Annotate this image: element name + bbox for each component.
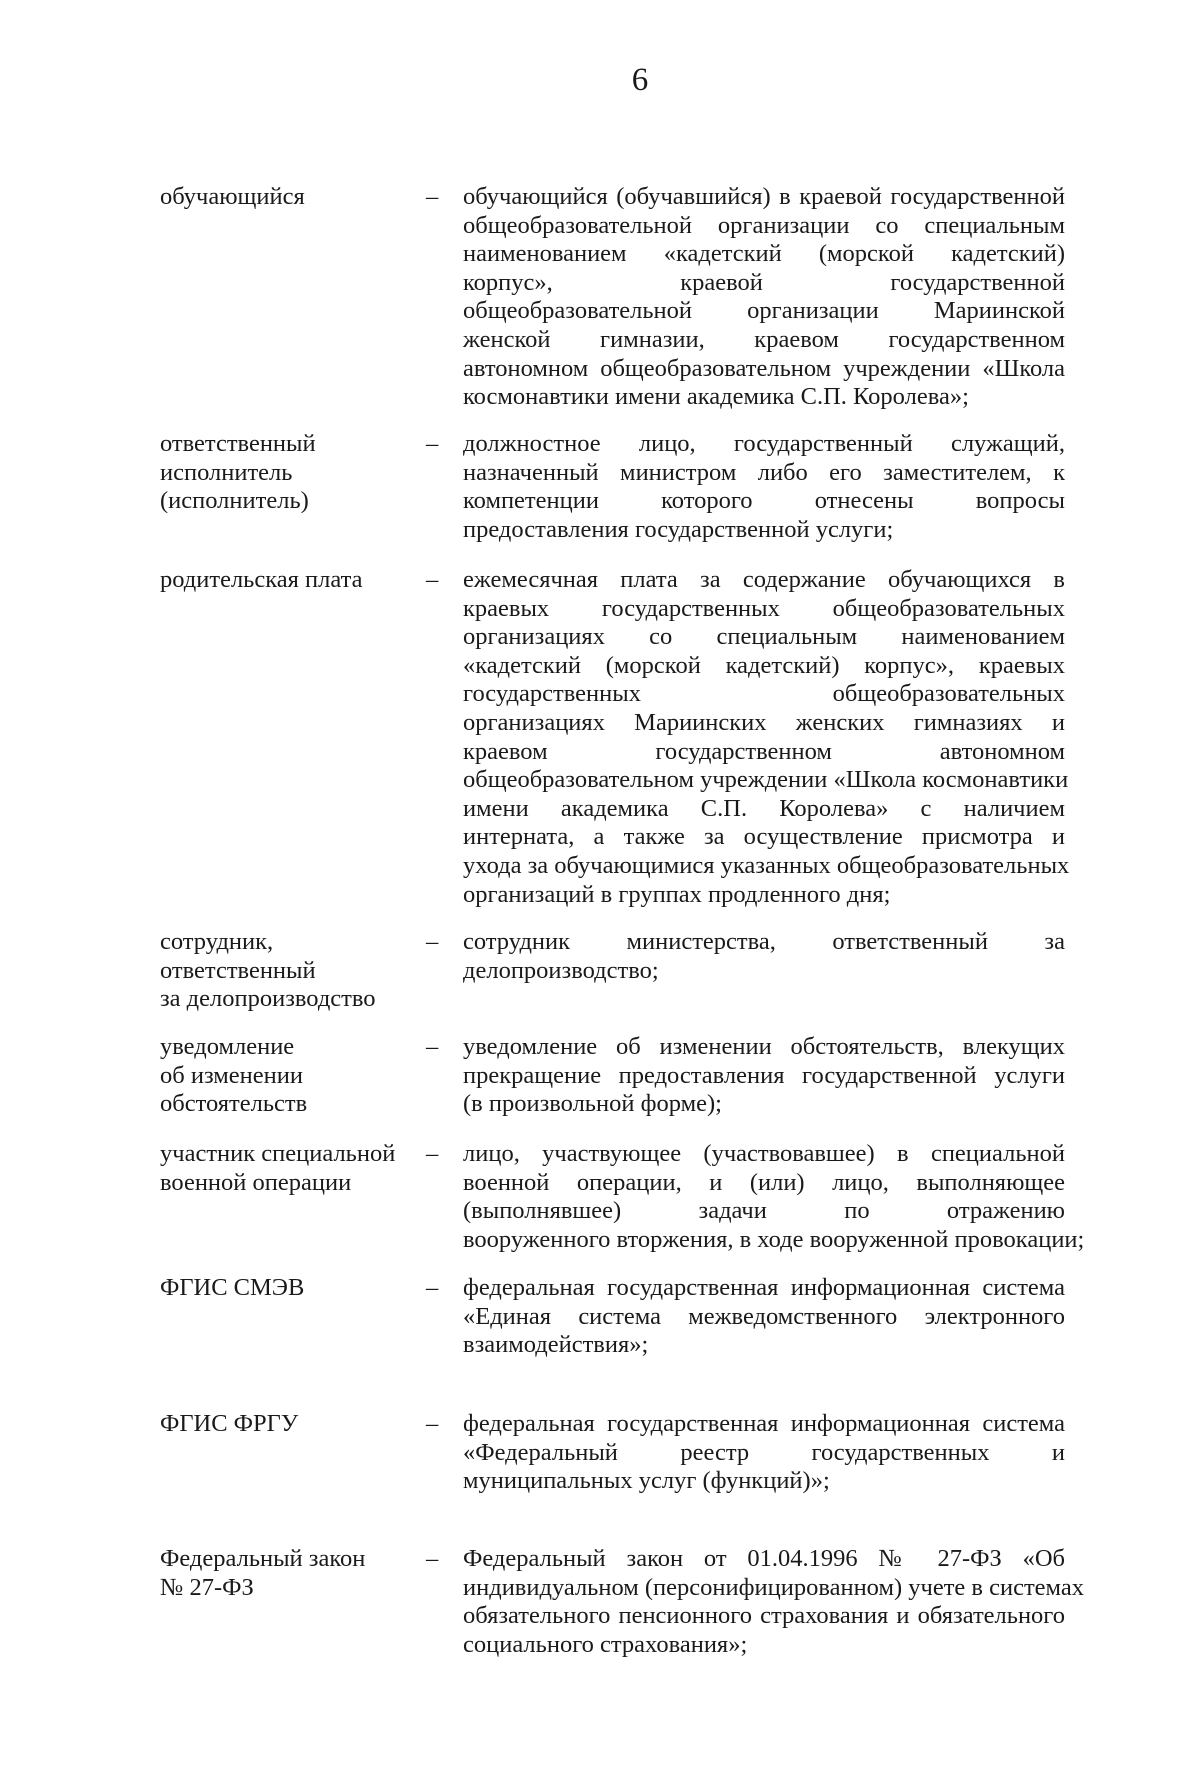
term: ФГИС СМЭВ: [160, 1274, 305, 1301]
page-number: 6: [631, 62, 649, 98]
term: ФГИС ФРГУ: [160, 1410, 299, 1437]
term-definition: сотрудник министерства, ответственный за делопроизводство;: [463, 928, 1065, 984]
term-definition: лицо, участвующее (участвовавшее) в специальной военной операции, и (или) лицо, выполняющее (выполнявшее) задачи по отражению вооруженного вторжения, в ходе вооруженной провокации;: [463, 1140, 1085, 1253]
term-definition: должностное лицо, государственный служащий, назначенный министром либо его заместителем, к компетенции которого отнесены вопросы предоставления государственной услуги;: [463, 430, 1065, 543]
term-dash: –: [426, 430, 439, 457]
term-definition: уведомление об изменении обстоятельств, влекущих прекращение предоставления государственной услуги (в произвольной форме);: [463, 1033, 1065, 1118]
term-dash: –: [426, 1274, 439, 1301]
term-dash: –: [426, 1545, 439, 1572]
term-dash: –: [426, 928, 439, 955]
term-definition: федеральная государственная информационная система «Единая система межведомственного электронного взаимодействия»;: [463, 1274, 1065, 1359]
term-definition: федеральная государственная информационная система «Федеральный реестр государственных и муниципальных услуг (функций)»;: [463, 1410, 1065, 1495]
term: уведомление об изменении обстоятельств: [160, 1033, 308, 1118]
term: ответственный исполнитель (исполнитель): [160, 430, 316, 515]
term-dash: –: [426, 183, 439, 210]
term-dash: –: [426, 1140, 439, 1167]
term-dash: –: [426, 1033, 439, 1060]
term-dash: –: [426, 1410, 439, 1437]
term-definition: обучающийся (обучавшийся) в краевой государственной общеобразовательной организации со специальным наименованием «кадетский (морской кадетский) корпус», краевой государственной общеобразовательной организации Мариинской женской гимназии, краевом государственном автономном общеобразовательном учреждении «Школа космонавтики имени академика С.П. Королева»;: [463, 183, 1065, 411]
term-definition: ежемесячная плата за содержание обучающихся в краевых государственных общеобразовательных организациях со специальным наименованием «кадетский (морской кадетский) корпус», краевых государственных общеобразовательных организациях Мариинских женских гимназиях и краевом государственном автономном общеобразовательном учреждении «Школа космонавтики имени академика С.П. Королева» с наличием интерната, а также за осуществление присмотра и ухода за обучающимися указанных общеобразовательных организаций в группах продленного дня;: [463, 566, 1070, 908]
term-dash: –: [426, 566, 439, 593]
term: родительская плата: [160, 566, 363, 593]
term-definition: Федеральный закон от 01.04.1996 № 27-ФЗ «Об индивидуальном (персонифицированном) учете в системах обязательного пенсионного страхования и обязательного социального страхования»;: [463, 1545, 1084, 1658]
term: участник специальной военной операции: [160, 1140, 396, 1196]
term: Федеральный закон № 27-ФЗ: [160, 1545, 366, 1601]
term: сотрудник, ответственный за делопроизводство: [160, 928, 376, 1013]
term: обучающийся: [160, 183, 305, 210]
